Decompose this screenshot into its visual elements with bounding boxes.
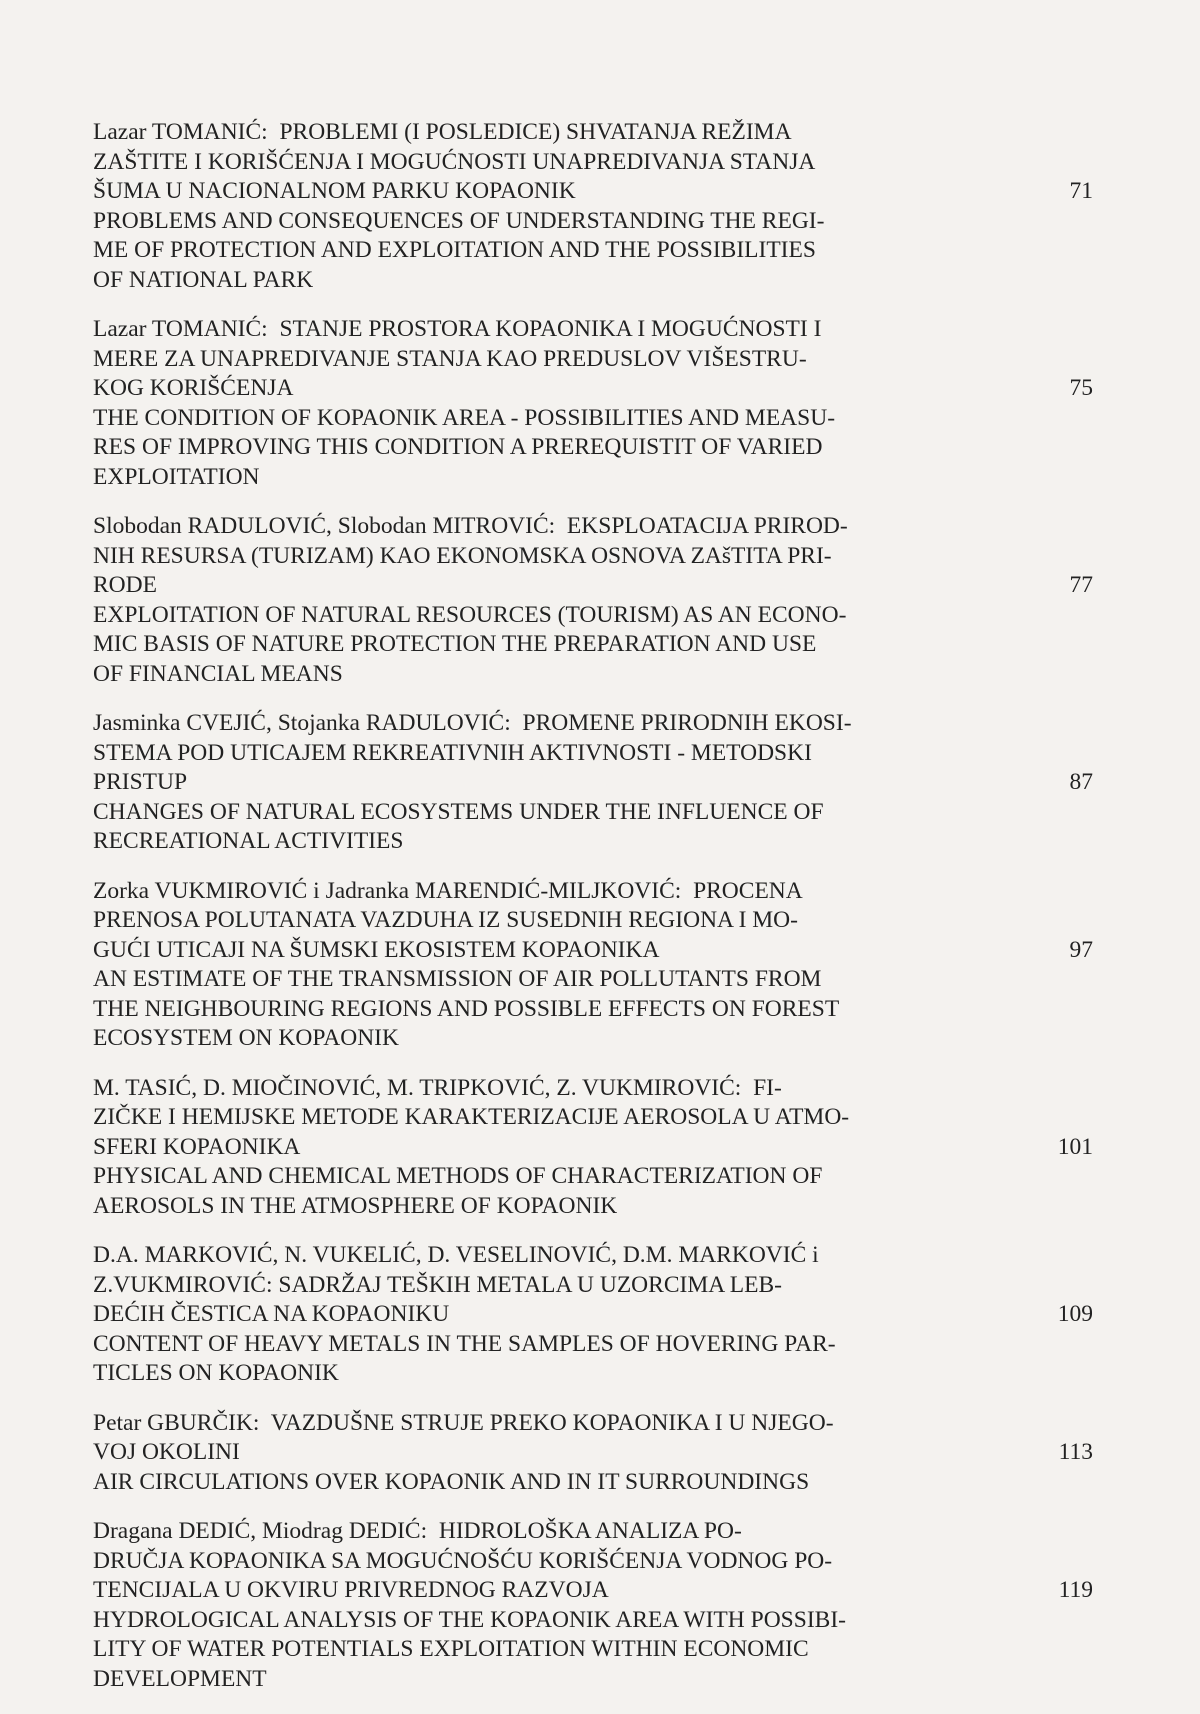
entry-title-line: EXPLOITATION OF NATURAL RESOURCES (TOURISM) AS AN ECONO- — [93, 601, 847, 628]
page-number: 109 — [1057, 1301, 1093, 1327]
entry-title-line: HYDROLOGICAL ANALYSIS OF THE KOPAONIK AREA WITH POSSIBI- — [93, 1606, 846, 1633]
entry-title-line: DEVELOPMENT — [93, 1665, 267, 1692]
toc-line — [93, 1409, 953, 1439]
entry-title-line: MERE ZA UNAPREDIVANJE STANJA KAO PREDUSLOV VIŠESTRU- — [93, 345, 807, 372]
entry-authors: M. TASIĆ, D. MIOČINOVIĆ, M. TRIPKOVIĆ, Z. VUKMIROVIĆ: — [93, 1074, 742, 1101]
page-number: 87 — [1069, 769, 1093, 795]
entry-title-line: OF NATIONAL PARK — [93, 266, 314, 293]
entry-title-line: ECOSYSTEM ON KOPAONIK — [93, 1025, 399, 1051]
entry-title-line: CHANGES OF NATURAL ECOSYSTEMS UNDER THE INFLUENCE OF — [93, 798, 824, 825]
entry-title-line: VOJ OKOLINI — [93, 1439, 240, 1465]
entry-title-line: FI- — [753, 1074, 782, 1101]
entry-title-line: KOG KORIŠĆENJA — [93, 375, 294, 401]
entry-title-line: PRISTUP — [93, 769, 188, 795]
entry-title-line: EXPLOITATION — [93, 463, 260, 490]
entry-title-line: STEMA POD UTICAJEM REKREATIVNIH AKTIVNOSTI - METODSKI — [93, 739, 812, 766]
toc-entry-text — [93, 877, 953, 1054]
toc-entry — [93, 1517, 1093, 1694]
entry-authors: Lazar TOMANIĆ: — [93, 119, 268, 145]
entry-title-line: AN ESTIMATE OF THE TRANSMISSION OF AIR POLLUTANTS FROM — [93, 966, 822, 992]
entry-authors: D.A. MARKOVIĆ, N. VUKELIĆ, D. VESELINOVIĆ, D.M. MARKOVIĆ i — [93, 1242, 819, 1268]
page-number: 77 — [1069, 572, 1093, 598]
entry-title-line: THE CONDITION OF KOPAONIK AREA - POSSIBILITIES AND MEASU- — [93, 404, 836, 431]
page-number: 71 — [1069, 178, 1093, 204]
entry-title-line: RODE — [93, 572, 157, 598]
entry-authors: Zorka VUKMIROVIĆ i Jadranka MARENDIĆ-MILJKOVIĆ: — [93, 877, 682, 904]
entry-title-line: DEĆIH ČESTICA NA KOPAONIKU — [93, 1301, 450, 1327]
entry-title-line: ŠUMA U NACIONALNOM PARKU KOPAONIK — [93, 178, 576, 204]
entry-title-line: DRUČJA KOPAONIKA SA MOGUĆNOŠĆU KORIŠĆENJA VODNOG PO- — [93, 1547, 833, 1574]
entry-title-line: PROBLEMI (I POSLEDICE) SHVATANJA REŽIMA — [279, 119, 792, 145]
entry-title-line: MIC BASIS OF NATURE PROTECTION THE PREPARATION AND USE — [93, 631, 817, 657]
toc-line — [93, 512, 953, 542]
entry-title-line: NIH RESURSA (TURIZAM) KAO EKONOMSKA OSNOVA ZAšTITA PRI- — [93, 542, 832, 569]
table-of-contents — [93, 118, 1093, 1714]
page-number: 101 — [1057, 1133, 1093, 1160]
entry-title-line: RES OF IMPROVING THIS CONDITION A PREREQUISTIT OF VARIED — [93, 434, 823, 460]
entry-title-line: PROCENA — [693, 877, 803, 904]
page-number: 97 — [1069, 936, 1093, 963]
toc-line — [93, 1241, 953, 1271]
entry-authors: Dragana DEDIĆ, Miodrag DEDIĆ: — [93, 1518, 428, 1544]
entry-title-line: AEROSOLS IN THE ATMOSPHERE OF KOPAONIK — [93, 1192, 618, 1219]
toc-line — [93, 1517, 953, 1547]
entry-title-line: HIDROLOŠKA ANALIZA PO- — [438, 1518, 742, 1544]
toc-entry — [93, 709, 1093, 857]
entry-title-line: OF FINANCIAL MEANS — [93, 660, 343, 687]
toc-entry-text — [93, 1074, 953, 1222]
entry-title-line: SFERI KOPAONIKA — [93, 1133, 301, 1160]
entry-title-line: CONTENT OF HEAVY METALS IN THE SAMPLES OF HOVERING PAR- — [93, 1330, 836, 1357]
toc-entry-text — [93, 709, 953, 857]
toc-entry — [93, 1409, 1093, 1498]
page-number: 75 — [1069, 375, 1093, 401]
entry-title-line: TICLES ON KOPAONIK — [93, 1360, 339, 1386]
toc-entry-text — [93, 1409, 953, 1498]
toc-entry — [93, 1074, 1093, 1222]
entry-title-line: LITY OF WATER POTENTIALS EXPLOITATION WITHIN ECONOMIC — [93, 1636, 809, 1662]
entry-title-line: RECREATIONAL ACTIVITIES — [93, 828, 404, 854]
toc-entry-text — [93, 315, 953, 492]
entry-title-line: TENCIJALA U OKVIRU PRIVREDNOG RAZVOJA — [93, 1577, 609, 1603]
entry-authors: Lazar TOMANIĆ: — [93, 316, 268, 342]
entry-title-line: ME OF PROTECTION AND EXPLOITATION AND THE POSSIBILITIES — [93, 237, 816, 263]
toc-line — [93, 118, 953, 148]
toc-entry — [93, 512, 1093, 689]
toc-entry — [93, 118, 1093, 295]
entry-title-line: PROBLEMS AND CONSEQUENCES OF UNDERSTANDING THE REGI- — [93, 207, 825, 234]
toc-line — [93, 315, 953, 345]
entry-title-line: AIR CIRCULATIONS OVER KOPAONIK AND IN IT SURROUNDINGS — [93, 1468, 810, 1495]
entry-title-line: THE NEIGHBOURING REGIONS AND POSSIBLE EFFECTS ON FOREST — [93, 995, 840, 1022]
entry-authors: Jasminka CVEJIĆ, Stojanka RADULOVIĆ: — [93, 710, 511, 736]
toc-entry-text — [93, 512, 953, 689]
entry-title-line: ZAŠTITE I KORIŠĆENJA I MOGUĆNOSTI UNAPREDIVANJA STANJA — [93, 148, 816, 175]
toc-line — [93, 709, 953, 739]
entry-title-line: PHYSICAL AND CHEMICAL METHODS OF CHARACTERIZATION OF — [93, 1163, 823, 1189]
entry-title-line: PRENOSA POLUTANATA VAZDUHA IZ SUSEDNIH REGIONA I MO- — [93, 907, 798, 933]
entry-title-line: VAZDUŠNE STRUJE PREKO KOPAONIKA I U NJEGO- — [270, 1409, 834, 1436]
entry-title-line: STANJE PROSTORA KOPAONIKA I MOGUĆNOSTI I — [279, 316, 822, 342]
page-number: 119 — [1058, 1577, 1093, 1603]
toc-entry-text — [93, 1241, 953, 1389]
page-number: 113 — [1058, 1439, 1093, 1465]
entry-title-line: ZIČKE I HEMIJSKE METODE KARAKTERIZACIJE AEROSOLA U ATMO- — [93, 1104, 850, 1130]
entry-authors: Slobodan RADULOVIĆ, Slobodan MITROVIĆ: — [93, 513, 556, 539]
toc-entry-text — [93, 1517, 953, 1694]
entry-title-line: PROMENE PRIRODNIH EKOSI- — [522, 710, 852, 736]
entry-authors: Petar GBURČIK: — [93, 1409, 260, 1436]
toc-line — [93, 1074, 953, 1104]
toc-line — [93, 877, 953, 907]
entry-title-line: EKSPLOATACIJA PRIROD- — [566, 513, 848, 539]
toc-entry-text — [93, 118, 953, 295]
toc-entry — [93, 1241, 1093, 1389]
toc-entry — [93, 877, 1093, 1054]
entry-title-line: GUĆI UTICAJI NA ŠUMSKI EKOSISTEM KOPAONIKA — [93, 936, 660, 963]
toc-entry — [93, 315, 1093, 492]
entry-title-line: Z.VUKMIROVIĆ: SADRŽAJ TEŠKIH METALA U UZORCIMA LEB- — [93, 1271, 782, 1298]
